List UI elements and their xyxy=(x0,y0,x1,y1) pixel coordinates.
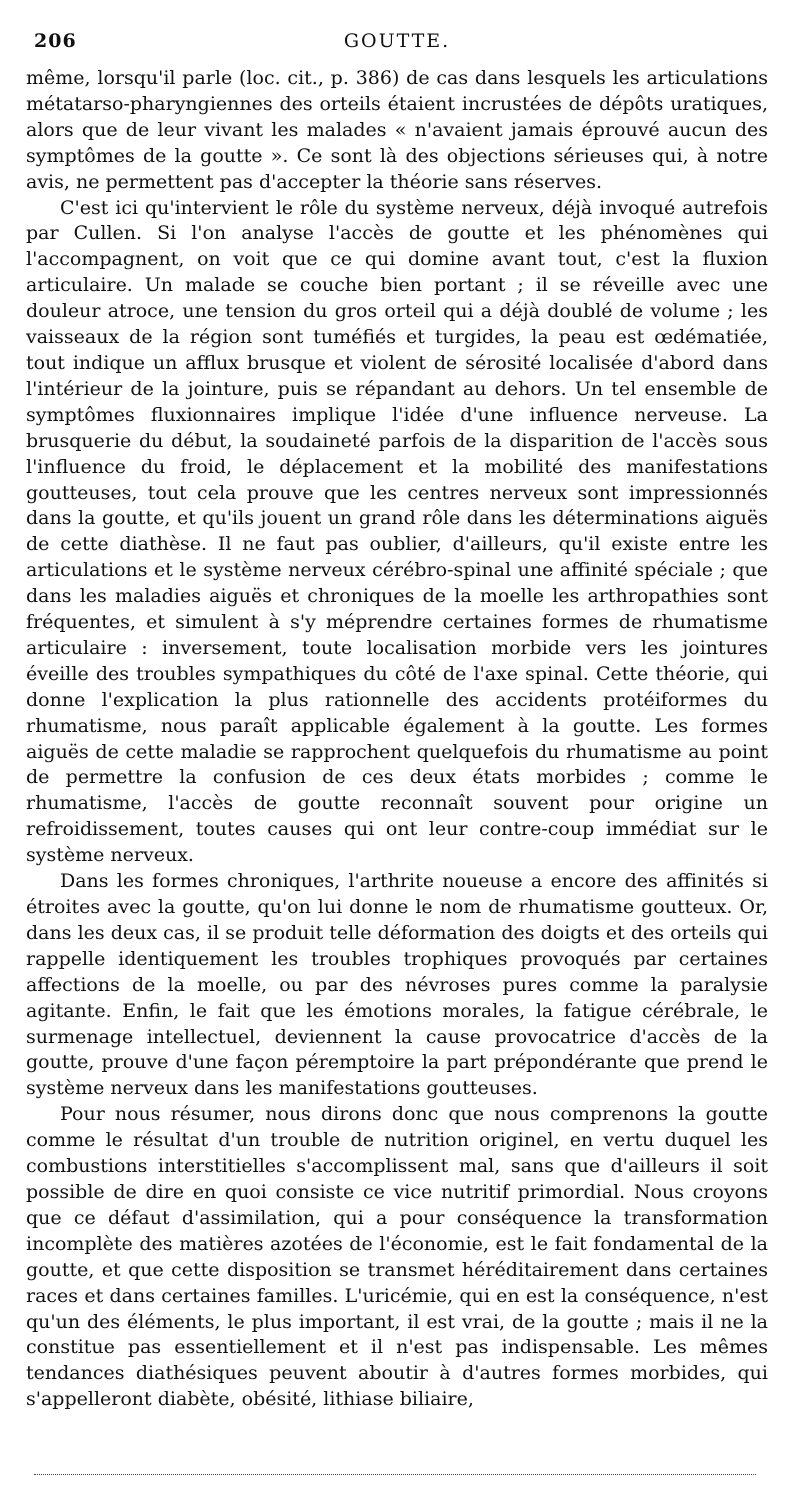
paragraph-nervous-system: C'est ici qu'intervient le rôle du système nerveux, déjà invoqué autrefois par Cullen. Si l'on analyse l'accès de goutte et les phénomènes qui l'accompagnent, on voit que ce qui domine avant tout, c'est la fluxion articulaire. Un malade se couche bien portant ; il se réveille avec une douleur atroce, une tension du gros orteil qui a déjà doublé de volume ; les vaisseaux de la région sont tuméfiés et turgides, la peau est œdématiée, tout indique un afflux brusque et violent de sérosité localisée d'abord dans l'intérieur de la jointure, puis se répandant au dehors. Un tel ensemble de symptômes fluxionnaires implique l'idée d'une influence nerveuse. La brusquerie du début, la soudaineté parfois de la disparition de l'accès sous l'influence du froid, le déplacement et la mobilité des manifestations goutteuses, tout cela prouve que les centres nerveux sont impressionnés dans la goutte, et qu'ils jouent un grand rôle dans les déterminations aiguës de cette diathèse. Il ne faut pas oublier, d'ailleurs, qu'il existe entre les articulations et le système nerveux cérébro-spinal une affinité spéciale ; que dans les maladies aiguës et chroniques de la moelle les arthropathies sont fréquentes, et simulent à s'y méprendre certaines formes de rhumatisme articulaire : inversement, toute localisation morbide vers les jointures éveille des troubles sympathiques du côté de l'axe spinal. Cette théorie, qui donne l'explication la plus rationnelle des accidents protéiformes du rhumatisme, nous paraît applicable également à la goutte. Les formes aiguës de cette maladie se rapprochent quelquefois du rhumatisme au point de permettre la confusion de ces deux états morbides ; comme le rhumatisme, l'accès de goutte reconnaît souvent pour origine un refroidissement, toutes causes qui ont leur contre-coup immédiat sur le système nerveux. xyxy=(26,196,768,867)
running-title: GOUTTE. xyxy=(343,30,451,52)
paragraph-continued: même, lorsqu'il parle (loc. cit., p. 386) de cas dans lesquels les articulations métatarso-pharyngiennes des orteils étaient incrustées de dépôts uratiques, alors que de leur vivant les malades « n'avaient jamais éprouvé aucun des symptômes de la goutte ». Ce sont là des objections sérieuses qui, à notre avis, ne permettent pas d'accepter la théorie sans réserves. xyxy=(26,67,768,193)
paragraph-chronic-forms: Dans les formes chroniques, l'arthrite noueuse a encore des affinités si étroites avec la goutte, qu'on lui donne le nom de rhumatisme goutteux. Or, dans les deux cas, il se produit telle déformation des doigts et des orteils qui rappelle identiquement les troubles trophiques provoqués par certaines affections de la moelle, ou par des névroses pures comme la paralysie agitante. Enfin, le fait que les émotions morales, la fatigue cérébrale, le surmenage intellectuel, deviennent la cause provocatrice d'accès de la goutte, prouve d'une façon péremptoire la part prépondérante que prend le système nerveux dans les manifestations goutteuses. xyxy=(26,870,768,1100)
paragraph-summary: Pour nous résumer, nous dirons donc que nous comprenons la goutte comme le résultat d'un trouble de nutrition originel, en vertu duquel les combustions interstitielles s'accomplissent mal, sans que d'ailleurs il soit possible de dire en quoi consiste ce vice nutritif primordial. Nous croyons que ce défaut d'assimilation, qui a pour conséquence la transformation incomplète des matières azotées de l'économie, est le fait fondamental de la goutte, et que cette disposition se transmet héréditairement dans certaines races et dans certaines familles. L'uricémie, qui en est la conséquence, n'est qu'un des éléments, le plus important, il est vrai, de la goutte ; mais il ne la constitue pas essentiellement et il n'est pas indispensable. Les mêmes tendances diathésiques peuvent aboutir à d'autres formes morbides, qui s'appelleront diabète, obésité, lithiase biliaire, xyxy=(26,1103,768,1411)
footer-dotted-rule xyxy=(34,1474,756,1475)
body-text xyxy=(26,66,768,1413)
page-number: 206 xyxy=(34,30,77,52)
document-page xyxy=(26,26,768,1413)
page-header xyxy=(26,26,768,54)
